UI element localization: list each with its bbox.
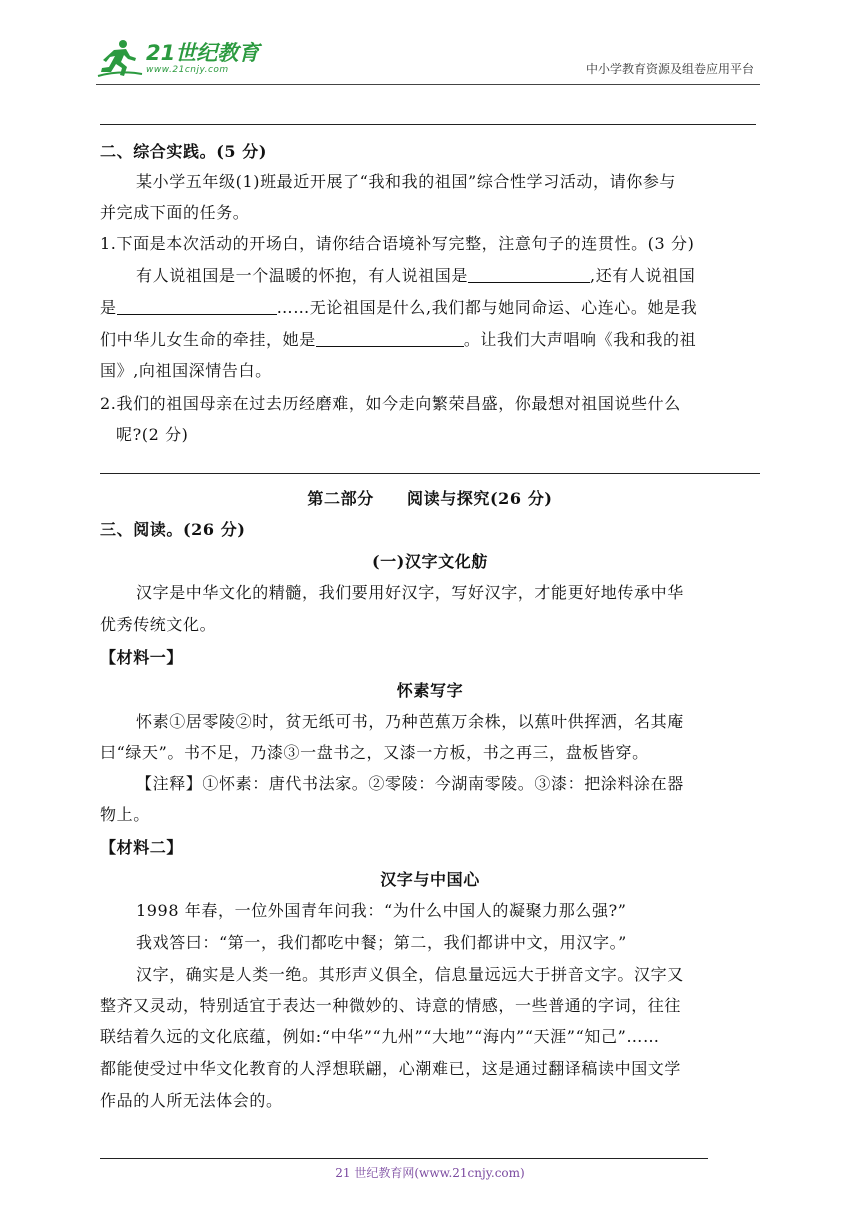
material1-label: 【材料一】 <box>100 648 184 667</box>
logo-title: 21世纪教育 <box>146 41 260 65</box>
section2-intro-line2: 并完成下面的任务。 <box>100 203 250 222</box>
material1-text-line2: 曰“绿天”。书不足，乃漆③一盘书之，又漆一方板，书之再三，盘板皆穿。 <box>100 743 649 762</box>
q1-paragraph-line3 <box>100 325 760 355</box>
section3-subtitle: (一)汉字文化舫 <box>372 552 488 571</box>
platform-name: 中小学教育资源及组卷应用平台 <box>585 62 754 76</box>
material2-text-line2: 我戏答曰：“第一，我们都吃中餐；第二，我们都讲中文，用汉字。” <box>136 933 627 952</box>
material2-text-line3: 汉字，确实是人类一绝。其形声义俱全，信息量远远大于拼音文字。汉字又 <box>136 965 684 984</box>
part-divider <box>100 473 760 474</box>
material1-text-line1: 怀素①居零陵②时，贫无纸可书，乃种芭蕉万余株，以蕉叶供挥洒，名其庵 <box>136 712 684 731</box>
q1-paragraph-line4: 国》,向祖国深情告白。 <box>100 361 272 380</box>
q1-text-1b: ,还有人说祖国 <box>590 266 696 285</box>
site-logo[interactable] <box>96 34 259 82</box>
question-2-line1: 2.我们的祖国母亲在过去历经磨难，如今走向繁荣昌盛，你最想对祖国说些什么 <box>100 394 681 413</box>
question-1: 1.下面是本次活动的开场白，请你结合语境补写完整，注意句子的连贯性。(3 分) <box>100 234 695 253</box>
header-divider <box>96 84 760 85</box>
material1-note-line2: 物上。 <box>100 805 150 824</box>
section2-intro-line1: 某小学五年级(1)班最近开展了“我和我的祖国”综合性学习活动，请你参与 <box>136 172 677 191</box>
logo-url: www.21cnjy.com <box>146 65 229 75</box>
q1-text-2b: ……无论祖国是什么,我们都与她同命运、心连心。她是我 <box>276 298 698 317</box>
answer-blank-2[interactable] <box>117 296 277 315</box>
material2-text-line7: 作品的人所无法体会的。 <box>100 1091 283 1110</box>
answer-blank-1[interactable] <box>468 264 590 283</box>
section2-title: 二、综合实践。(5 分) <box>100 142 268 161</box>
material2-title: 汉字与中国心 <box>380 870 480 889</box>
material2-label: 【材料二】 <box>100 838 184 857</box>
q1-paragraph-line2 <box>100 293 760 323</box>
section3-title: 三、阅读。(26 分) <box>100 520 246 539</box>
material2-text-line6: 都能使受过中华文化教育的人浮想联翩，心潮难已，这是通过翻译稿读中国文学 <box>100 1059 682 1078</box>
part2-title: 第二部分 阅读与探究(26 分) <box>307 489 553 508</box>
footer-link[interactable]: 21 世纪教育网(www.21cnjy.com) <box>335 1166 525 1180</box>
section3-intro-line2: 优秀传统文化。 <box>100 615 217 634</box>
q1-text-2a: 是 <box>100 298 117 317</box>
material2-text-line4: 整齐又灵动，特别适宜于表达一种微妙的、诗意的情感，一些普通的字词，往往 <box>100 996 682 1015</box>
material2-text-line1: 1998 年春，一位外国青年问我：“为什么中国人的凝聚力那么强?” <box>136 901 627 920</box>
question-2-line2: 呢?(2 分) <box>116 425 189 444</box>
material1-title: 怀素写字 <box>396 681 464 700</box>
q1-text-1a: 有人说祖国是一个温暖的怀抱，有人说祖国是 <box>136 266 469 285</box>
q1-text-3a: 们中华儿女生命的牵挂，她是 <box>100 330 316 349</box>
material2-text-line5: 联结着久远的文化底蕴，例如:“中华”“九州”“大地”“海内”“天涯”“知己”…… <box>100 1027 660 1046</box>
answer-area-divider <box>100 124 756 125</box>
page-header <box>96 30 760 86</box>
q1-paragraph-line1 <box>136 261 760 291</box>
section3-intro-line1: 汉字是中华文化的精髓，我们要用好汉字，写好汉字，才能更好地传承中华 <box>136 583 684 602</box>
answer-blank-3[interactable] <box>316 328 464 347</box>
runner-icon <box>96 36 144 80</box>
footer-divider <box>100 1158 708 1159</box>
material1-note-line1: 【注释】①怀素：唐代书法家。②零陵：今湖南零陵。③漆：把涂料涂在器 <box>136 774 684 793</box>
q1-text-3b: 。让我们大声唱响《我和我的祖 <box>463 330 697 349</box>
